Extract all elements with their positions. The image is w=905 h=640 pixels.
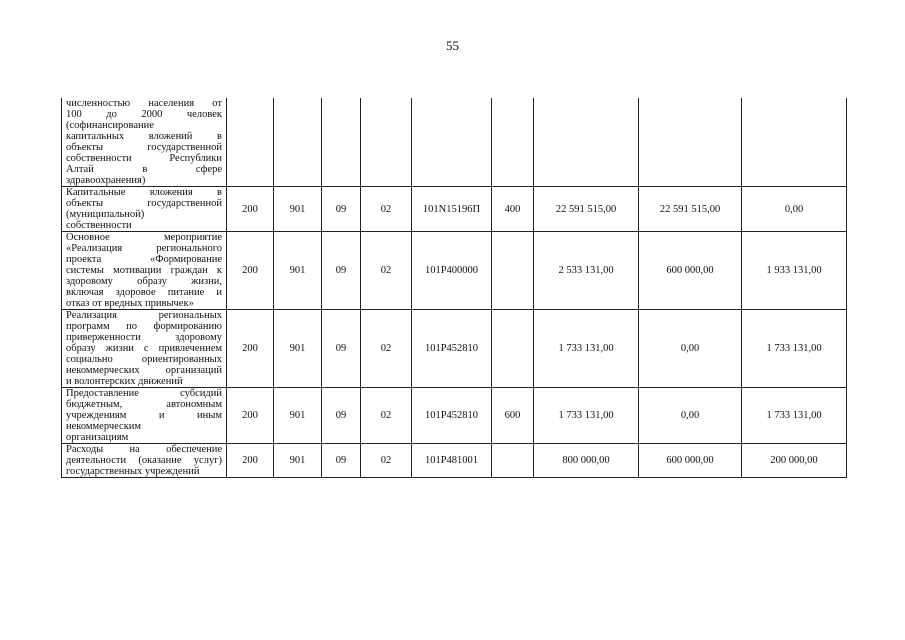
cell-pr: 02: [361, 388, 412, 444]
description-line: государственных учреждений: [66, 466, 200, 477]
cell-amount-3: 0,00: [742, 187, 847, 232]
cell-amount-2: 0,00: [639, 388, 742, 444]
description-line: социально ориентированных: [66, 354, 222, 365]
description-line: некоммерческим: [66, 421, 142, 432]
cell-csr: [412, 98, 492, 187]
cell-rz: [322, 98, 361, 187]
cell-ved: 901: [274, 187, 322, 232]
cell-ved: 901: [274, 232, 322, 310]
description-line: деятельности (оказание услуг): [66, 455, 222, 466]
cell-ved: [274, 98, 322, 187]
description-line: (софинансирование: [66, 120, 154, 131]
cell-csr: 101P452810: [412, 388, 492, 444]
cell-csr: 101P481001: [412, 444, 492, 478]
cell-description: [62, 310, 227, 388]
cell-glr: 200: [227, 232, 274, 310]
cell-amount-1: [534, 98, 639, 187]
budget-table: [61, 98, 847, 478]
cell-pr: 02: [361, 310, 412, 388]
cell-rz: 09: [322, 388, 361, 444]
cell-amount-3: 1 933 131,00: [742, 232, 847, 310]
cell-vr: [492, 444, 534, 478]
cell-glr: 200: [227, 388, 274, 444]
cell-vr: 600: [492, 388, 534, 444]
cell-amount-2: 0,00: [639, 310, 742, 388]
cell-description: [62, 388, 227, 444]
cell-csr: 101N15196П: [412, 187, 492, 232]
cell-amount-2: 600 000,00: [639, 232, 742, 310]
table-row: [62, 388, 847, 444]
description-line: объекты государственной: [66, 142, 222, 153]
cell-amount-3: 1 733 131,00: [742, 310, 847, 388]
description-line: объекты государственной: [66, 198, 222, 209]
cell-vr: [492, 310, 534, 388]
cell-csr: 101P452810: [412, 310, 492, 388]
description-line: «Реализация регионального: [66, 243, 222, 254]
description-line: некоммерческих организаций: [66, 365, 222, 376]
cell-glr: 200: [227, 187, 274, 232]
description-line: Капитальные вложения в: [66, 187, 222, 198]
cell-rz: 09: [322, 310, 361, 388]
cell-amount-1: 1 733 131,00: [534, 310, 639, 388]
description-line: образу жизни с привлечением: [66, 343, 222, 354]
cell-amount-1: 22 591 515,00: [534, 187, 639, 232]
cell-glr: 200: [227, 444, 274, 478]
description-line: 100 до 2000 человек: [66, 109, 222, 120]
cell-rz: 09: [322, 232, 361, 310]
cell-pr: 02: [361, 232, 412, 310]
cell-pr: 02: [361, 187, 412, 232]
cell-amount-3: 1 733 131,00: [742, 388, 847, 444]
description-line: Расходы на обеспечение: [66, 444, 222, 455]
table-row: [62, 98, 847, 187]
description-line: программ по формированию: [66, 321, 222, 332]
cell-pr: 02: [361, 444, 412, 478]
description-line: Алтай в сфере: [66, 164, 222, 175]
cell-ved: 901: [274, 444, 322, 478]
cell-amount-3: 200 000,00: [742, 444, 847, 478]
description-line: приверженности здоровому: [66, 332, 222, 343]
table-row: [62, 187, 847, 232]
description-line: отказ от вредных привычек»: [66, 298, 194, 309]
description-line: организациям: [66, 432, 129, 443]
cell-ved: 901: [274, 310, 322, 388]
table-row: [62, 310, 847, 388]
cell-vr: [492, 98, 534, 187]
description-line: (муниципальной): [66, 209, 145, 220]
cell-glr: [227, 98, 274, 187]
description-line: Реализация региональных: [66, 310, 222, 321]
table-row: [62, 232, 847, 310]
description-line: бюджетным, автономным: [66, 399, 222, 410]
cell-amount-3: [742, 98, 847, 187]
cell-vr: 400: [492, 187, 534, 232]
cell-amount-2: [639, 98, 742, 187]
description-line: Основное мероприятие: [66, 232, 222, 243]
page-number: 55: [446, 38, 459, 53]
table-row: [62, 444, 847, 478]
cell-pr: [361, 98, 412, 187]
description-line: собственности: [66, 220, 132, 231]
cell-rz: 09: [322, 444, 361, 478]
cell-description: [62, 444, 227, 478]
cell-description: [62, 98, 227, 187]
cell-rz: 09: [322, 187, 361, 232]
description-line: системы мотивации граждан к: [66, 265, 222, 276]
description-line: здоровому образу жизни,: [66, 276, 222, 287]
cell-description: [62, 232, 227, 310]
cell-description: [62, 187, 227, 232]
cell-amount-2: 600 000,00: [639, 444, 742, 478]
cell-amount-2: 22 591 515,00: [639, 187, 742, 232]
description-line: включая здоровое питание и: [66, 287, 222, 298]
cell-vr: [492, 232, 534, 310]
description-line: капитальных вложений в: [66, 131, 222, 142]
description-line: и волонтерских движений: [66, 376, 183, 387]
cell-glr: 200: [227, 310, 274, 388]
description-line: собственности Республики: [66, 153, 222, 164]
cell-amount-1: 800 000,00: [534, 444, 639, 478]
description-line: здравоохранения): [66, 175, 146, 186]
description-line: проекта «Формирование: [66, 254, 222, 265]
description-line: учреждениям и иным: [66, 410, 222, 421]
cell-ved: 901: [274, 388, 322, 444]
description-line: Предоставление субсидий: [66, 388, 222, 399]
description-line: численностью населения от: [66, 98, 222, 109]
cell-amount-1: 1 733 131,00: [534, 388, 639, 444]
cell-amount-1: 2 533 131,00: [534, 232, 639, 310]
cell-csr: 101P400000: [412, 232, 492, 310]
